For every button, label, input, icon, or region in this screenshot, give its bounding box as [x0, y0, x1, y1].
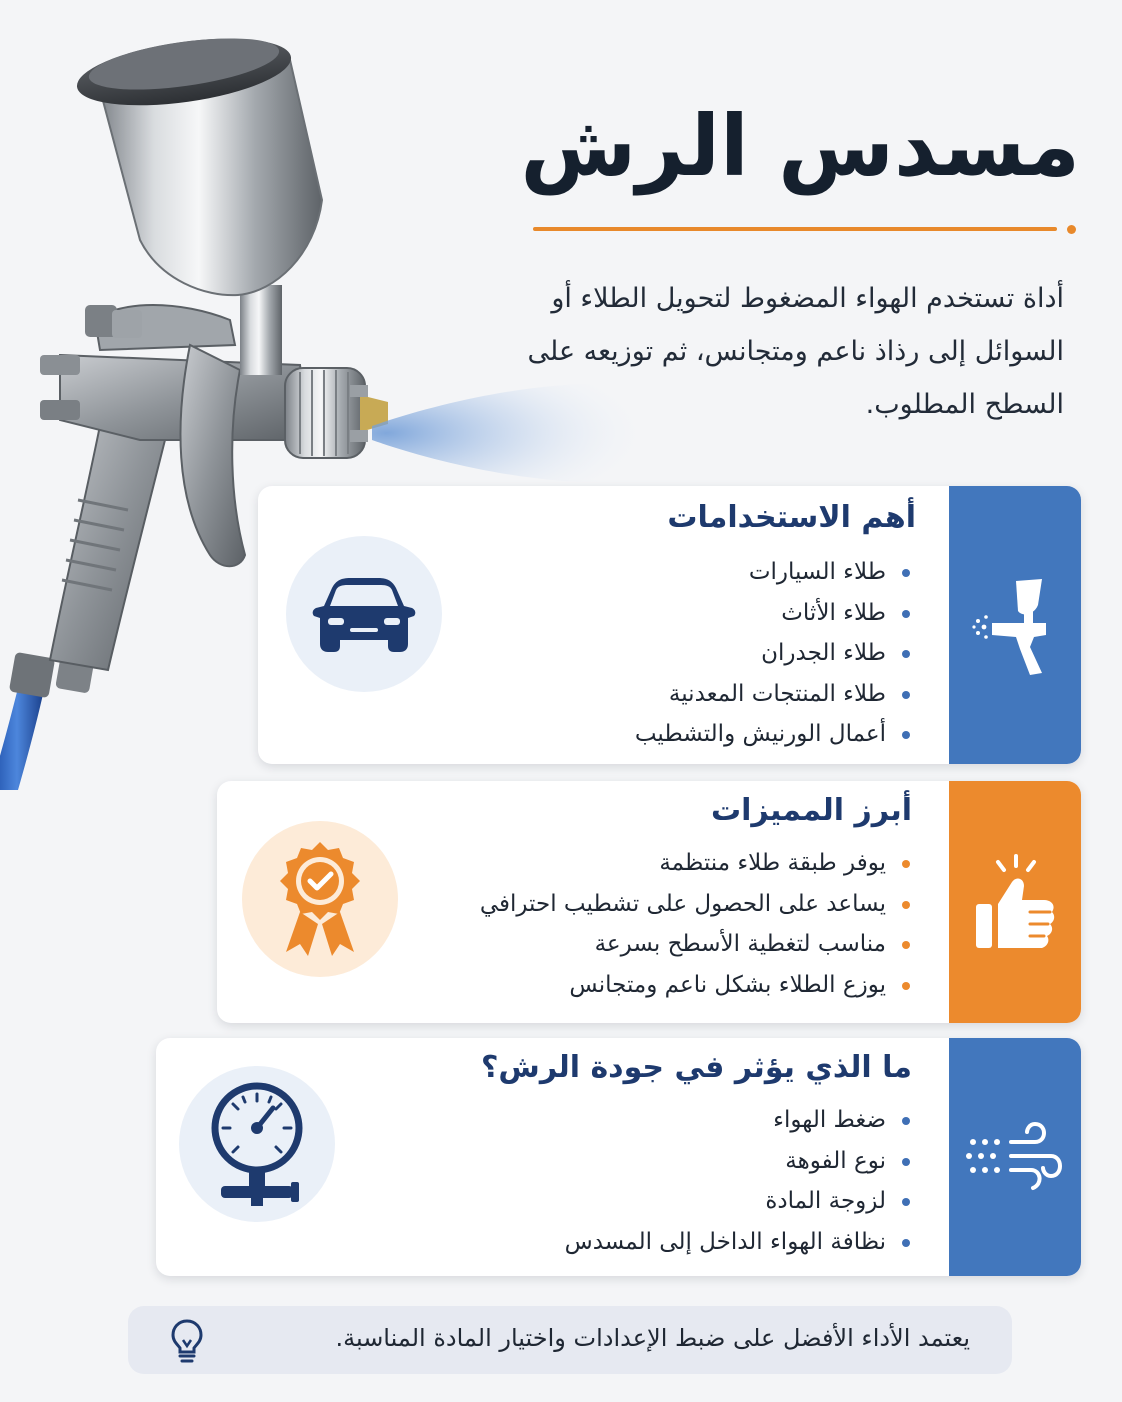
title-underline-dot [1067, 225, 1076, 234]
pressure-gauge-icon [207, 1082, 307, 1206]
spray-gun-icon [972, 575, 1058, 675]
quality-factors-card [156, 1038, 1081, 1276]
title-underline [533, 227, 1057, 231]
list-item: يوزع الطلاء بشكل ناعم ومتجانس [480, 965, 916, 1006]
car-icon-circle [286, 536, 442, 692]
gauge-icon-circle [179, 1066, 335, 1222]
list-item: طلاء الأثاث [635, 593, 916, 634]
thumbs-up-icon [972, 852, 1058, 952]
wind-icon [965, 1112, 1065, 1202]
features-title: أبرز المميزات [710, 793, 912, 828]
list-item: أعمال الورنيش والتشطيب [635, 714, 916, 755]
list-item: مناسب لتغطية الأسطح بسرعة [480, 924, 916, 965]
uses-title: أهم الاستخدامات [667, 500, 916, 535]
quality-title: ما الذي يؤثر في جودة الرش؟ [481, 1050, 912, 1085]
tip-text: يعتمد الأداء الأفضل على ضبط الإعدادات واختيار المادة المناسبة. [335, 1324, 970, 1352]
list-item: نظافة الهواء الداخل إلى المسدس [565, 1222, 916, 1263]
list-item: لزوجة المادة [565, 1181, 916, 1222]
award-icon-circle [242, 821, 398, 977]
car-icon [310, 574, 418, 654]
list-item: طلاء السيارات [635, 552, 916, 593]
list-item: ضغط الهواء [565, 1100, 916, 1141]
features-card-side [949, 781, 1081, 1023]
uses-card [258, 486, 1081, 764]
list-item: طلاء الجدران [635, 633, 916, 674]
list-item: يساعد على الحصول على تشطيب احترافي [480, 884, 916, 925]
list-item: يوفر طبقة طلاء منتظمة [480, 843, 916, 884]
quality-factors-list [565, 1100, 916, 1262]
lightbulb-icon [170, 1318, 204, 1364]
tip-bar [128, 1306, 1012, 1374]
list-item: طلاء المنتجات المعدنية [635, 674, 916, 715]
uses-list [635, 552, 916, 755]
quality-card-side [949, 1038, 1081, 1276]
award-badge-icon [272, 840, 368, 958]
features-card [217, 781, 1081, 1023]
features-list [480, 843, 916, 1005]
page-title: مسدس الرش [520, 97, 1080, 195]
intro-paragraph: أداة تستخدم الهواء المضغوط لتحويل الطلاء أو السوائل إلى رذاذ ناعم ومتجانس، ثم توزيعه على السطح المطلوب. [527, 283, 1064, 420]
uses-card-side [949, 486, 1081, 764]
list-item: نوع الفوهة [565, 1141, 916, 1182]
